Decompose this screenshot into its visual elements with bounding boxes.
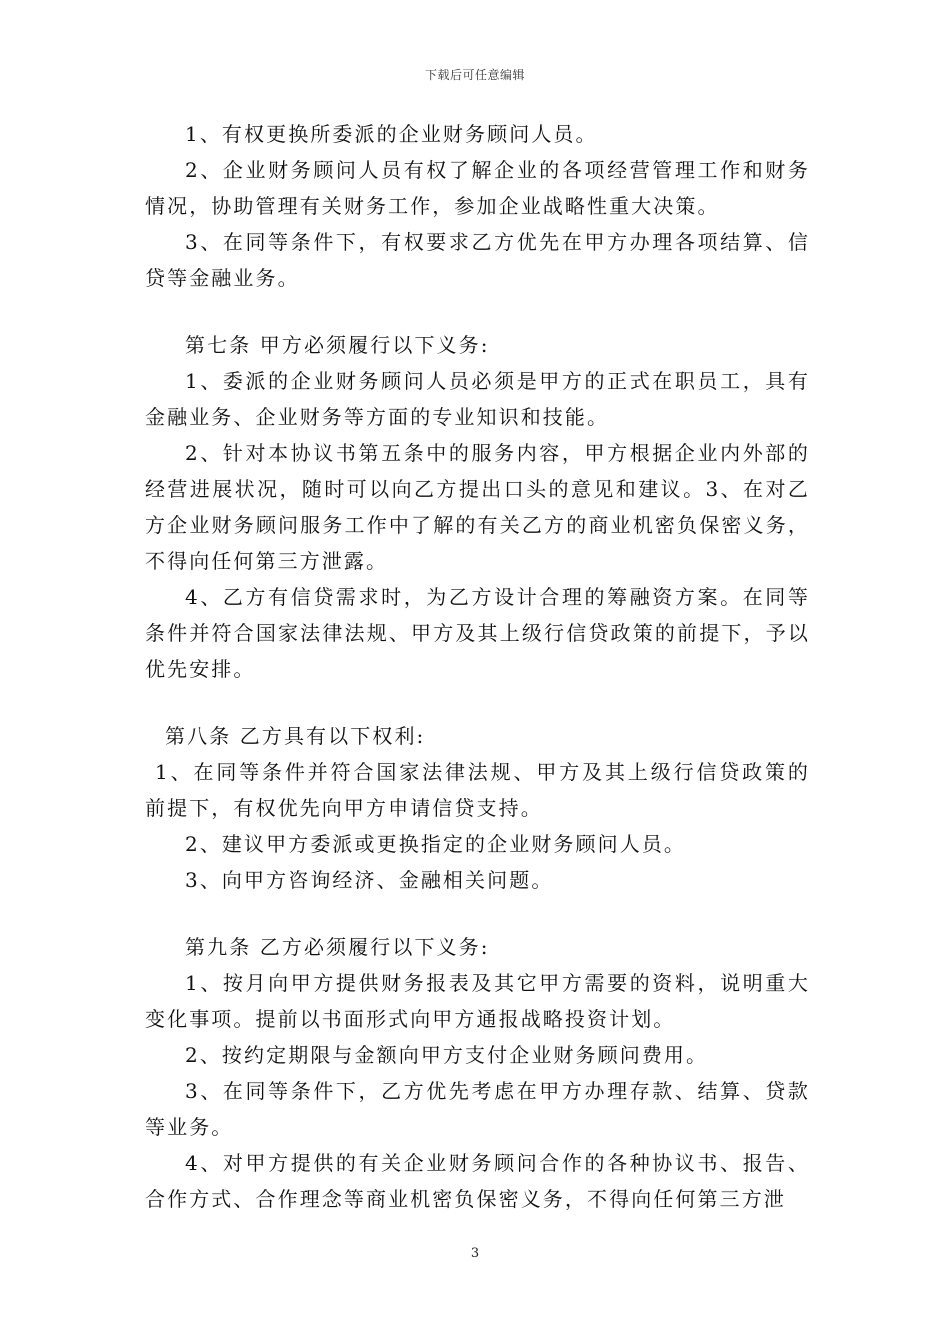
- paragraph-spacer: [145, 296, 810, 327]
- page-header: 下载后可任意编辑: [424, 68, 525, 82]
- paragraph: 1、按月向甲方提供财务报表及其它甲方需要的资料，说明重大变化事项。提前以书面形式向甲方通报战略投资计划。: [145, 971, 810, 1031]
- paragraph: 第七条 甲方必须履行以下义务:: [185, 333, 490, 357]
- paragraph: 2、针对本协议书第五条中的服务内容，甲方根据企业内外部的经营进展状况，随时可以向乙方提出口头的意见和建议。3、在对乙方企业财务顾问服务工作中了解的有关乙方的商业机密负保密义务，不得向任何第三方泄露。: [145, 441, 810, 573]
- page-number: 3: [470, 1246, 480, 1261]
- paragraph: 3、在同等条件下，有权要求乙方优先在甲方办理各项结算、信贷等金融业务。: [145, 230, 810, 290]
- paragraph: 3、向甲方咨询经济、金融相关问题。: [185, 868, 554, 892]
- paragraph-spacer: [145, 898, 810, 929]
- paragraph: 1、有权更换所委派的企业财务顾问人员。: [185, 122, 598, 146]
- paragraph: 2、企业财务顾问人员有权了解企业的各项经营管理工作和财务情况，协助管理有关财务工作，参加企业战略性重大决策。: [145, 158, 810, 218]
- paragraph: 4、乙方有信贷需求时，为乙方设计合理的筹融资方案。在同等条件并符合国家法律法规、甲方及其上级行信贷政策的前提下，予以优先安排。: [145, 585, 810, 681]
- paragraph: 第九条 乙方必须履行以下义务:: [185, 935, 490, 959]
- paragraph: 2、建议甲方委派或更换指定的企业财务顾问人员。: [185, 832, 687, 856]
- paragraph: 第八条 乙方具有以下权利:: [165, 724, 426, 748]
- paragraph: 2、按约定期限与金额向甲方支付企业财务顾问费用。: [185, 1043, 709, 1067]
- paragraph: 1、在同等条件并符合国家法律法规、甲方及其上级行信贷政策的前提下，有权优先向甲方申请信贷支持。: [145, 760, 810, 820]
- paragraph: 1、委派的企业财务顾问人员必须是甲方的正式在职员工，具有金融业务、企业财务等方面的专业知识和技能。: [145, 369, 810, 429]
- paragraph: 4、对甲方提供的有关企业财务顾问合作的各种协议书、报告、合作方式、合作理念等商业机密负保密义务，不得向任何第三方泄: [145, 1151, 810, 1211]
- document-body: [145, 116, 810, 1217]
- paragraph-spacer: [145, 687, 810, 718]
- paragraph: 3、在同等条件下，乙方优先考虑在甲方办理存款、结算、贷款等业务。: [145, 1079, 810, 1139]
